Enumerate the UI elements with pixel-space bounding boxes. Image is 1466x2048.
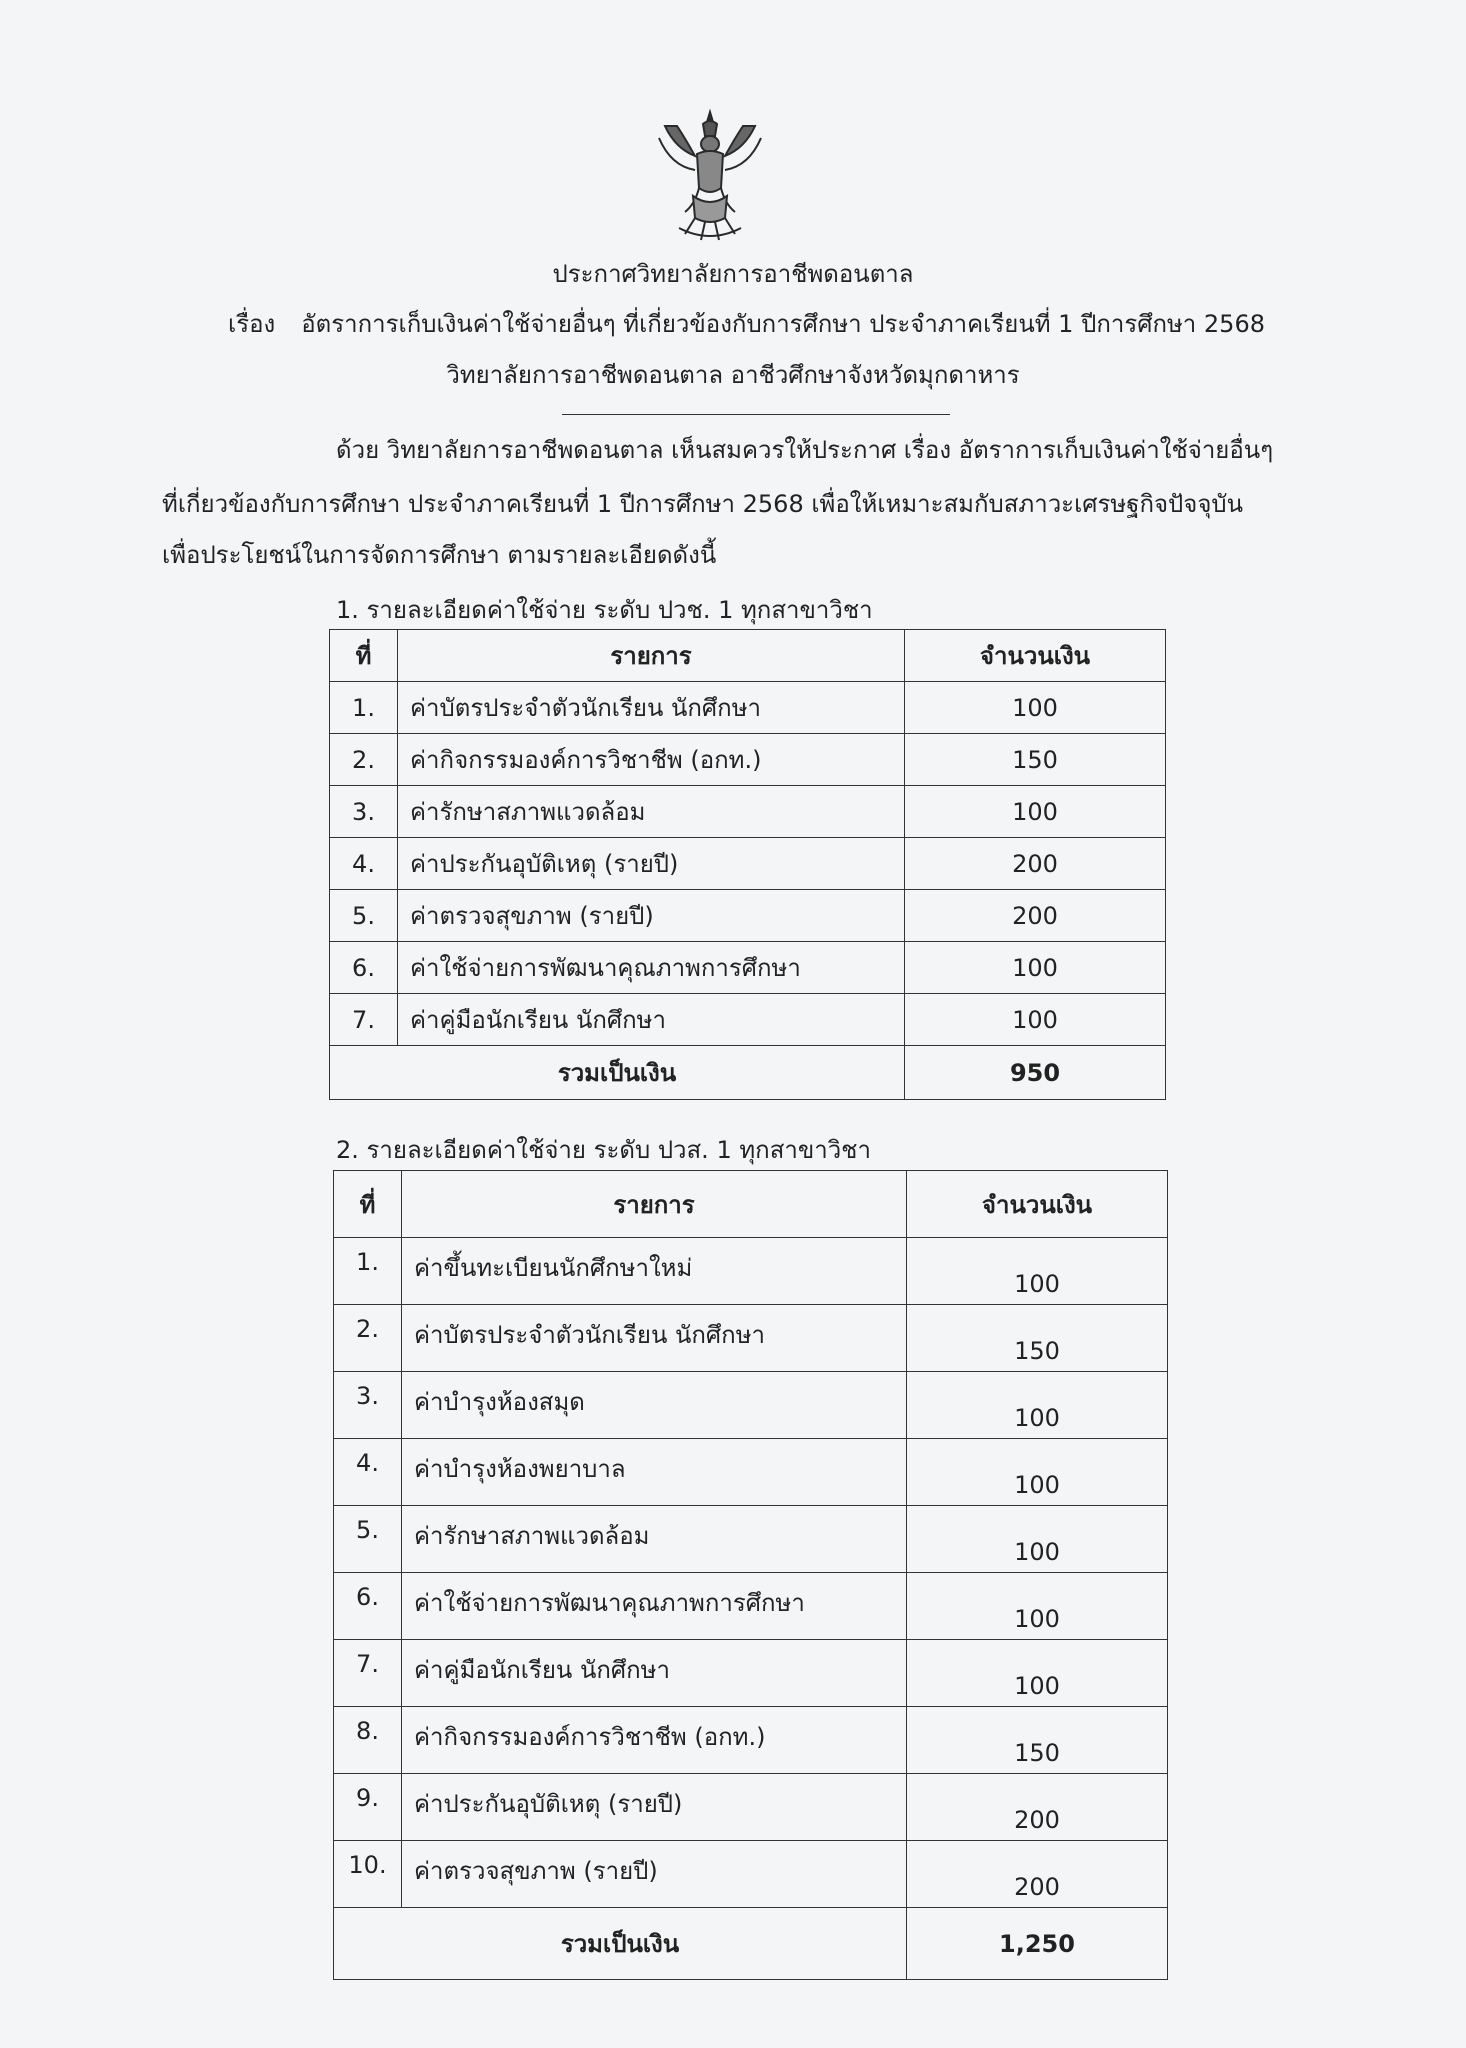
row-amount: 100 <box>907 1506 1168 1573</box>
row-item: ค่ารักษาสภาพแวดล้อม <box>398 786 905 838</box>
table-total-row <box>334 1908 1168 1980</box>
row-amount: 100 <box>907 1238 1168 1305</box>
row-item: ค่ากิจกรรมองค์การวิชาชีพ (อกท.) <box>398 734 905 786</box>
col-header-amount: จำนวนเงิน <box>905 630 1166 682</box>
row-amount: 100 <box>907 1573 1168 1640</box>
table-row <box>334 1238 1168 1305</box>
fee-table-high-vocational-cert <box>333 1170 1168 1980</box>
table-row <box>334 1439 1168 1506</box>
table-row <box>330 942 1166 994</box>
total-label: รวมเป็นเงิน <box>334 1908 907 1980</box>
row-amount: 100 <box>905 682 1166 734</box>
row-item: ค่ากิจกรรมองค์การวิชาชีพ (อกท.) <box>402 1707 907 1774</box>
section-1-title: 1. รายละเอียดค่าใช้จ่าย ระดับ ปวช. 1 ทุกสาขาวิชา <box>336 596 873 624</box>
body-paragraph-line-1: ด้วย วิทยาลัยการอาชีพดอนตาล เห็นสมควรให้ประกาศ เรื่อง อัตราการเก็บเงินค่าใช้จ่ายอื่นๆ <box>336 436 1274 464</box>
row-amount: 150 <box>905 734 1166 786</box>
row-no: 4. <box>334 1439 402 1506</box>
row-item: ค่าตรวจสุขภาพ (รายปี) <box>402 1841 907 1908</box>
row-item: ค่าใช้จ่ายการพัฒนาคุณภาพการศึกษา <box>398 942 905 994</box>
title-divider <box>562 414 950 415</box>
row-amount: 100 <box>905 786 1166 838</box>
table-row <box>330 734 1166 786</box>
row-no: 8. <box>334 1707 402 1774</box>
table-row <box>330 838 1166 890</box>
row-item: ค่าขึ้นทะเบียนนักศึกษาใหม่ <box>402 1238 907 1305</box>
row-no: 7. <box>334 1640 402 1707</box>
row-no: 1. <box>330 682 398 734</box>
garuda-emblem-icon <box>655 108 765 248</box>
row-amount: 200 <box>907 1774 1168 1841</box>
table-row <box>334 1573 1168 1640</box>
row-no: 4. <box>330 838 398 890</box>
table-total-row <box>330 1046 1166 1100</box>
body-paragraph-line-2: ที่เกี่ยวข้องกับการศึกษา ประจำภาคเรียนที่ 1 ปีการศึกษา 2568 เพื่อให้เหมาะสมกับสภาวะเศรษฐกิจปัจจุบัน <box>162 490 1244 518</box>
announcement-title: ประกาศวิทยาลัยการอาชีพดอนตาล <box>552 260 914 288</box>
section-2-title: 2. รายละเอียดค่าใช้จ่าย ระดับ ปวส. 1 ทุกสาขาวิชา <box>336 1136 871 1164</box>
subject-text: อัตราการเก็บเงินค่าใช้จ่ายอื่นๆ ที่เกี่ยวข้องกับการศึกษา ประจำภาคเรียนที่ 1 ปีการศึกษา 2568 <box>301 310 1265 338</box>
table-row <box>334 1372 1168 1439</box>
row-no: 5. <box>330 890 398 942</box>
row-item: ค่าตรวจสุขภาพ (รายปี) <box>398 890 905 942</box>
row-no: 6. <box>334 1573 402 1640</box>
row-item: ค่าประกันอุบัติเหตุ (รายปี) <box>398 838 905 890</box>
row-item: ค่าใช้จ่ายการพัฒนาคุณภาพการศึกษา <box>402 1573 907 1640</box>
row-amount: 100 <box>905 994 1166 1046</box>
fee-table-vocational-cert <box>329 629 1166 1100</box>
row-amount: 200 <box>905 838 1166 890</box>
table-row <box>330 890 1166 942</box>
table-row <box>334 1506 1168 1573</box>
subject-label: เรื่อง <box>228 310 276 338</box>
row-item: ค่าประกันอุบัติเหตุ (รายปี) <box>402 1774 907 1841</box>
row-item: ค่าคู่มือนักเรียน นักศึกษา <box>398 994 905 1046</box>
row-item: ค่าคู่มือนักเรียน นักศึกษา <box>402 1640 907 1707</box>
table-row <box>330 786 1166 838</box>
row-no: 3. <box>330 786 398 838</box>
table-row <box>330 994 1166 1046</box>
organization-line: วิทยาลัยการอาชีพดอนตาล อาชีวศึกษาจังหวัดมุกดาหาร <box>446 361 1020 389</box>
col-header-no: ที่ <box>330 630 398 682</box>
row-no: 2. <box>334 1305 402 1372</box>
row-no: 10. <box>334 1841 402 1908</box>
row-no: 7. <box>330 994 398 1046</box>
row-no: 6. <box>330 942 398 994</box>
table-row <box>334 1640 1168 1707</box>
row-item: ค่าบำรุงห้องสมุด <box>402 1372 907 1439</box>
row-item: ค่าบัตรประจำตัวนักเรียน นักศึกษา <box>402 1305 907 1372</box>
row-item: ค่ารักษาสภาพแวดล้อม <box>402 1506 907 1573</box>
row-amount: 200 <box>905 890 1166 942</box>
table-row <box>330 682 1166 734</box>
row-item: ค่าบำรุงห้องพยาบาล <box>402 1439 907 1506</box>
row-amount: 200 <box>907 1841 1168 1908</box>
row-amount: 100 <box>907 1640 1168 1707</box>
row-amount: 100 <box>907 1372 1168 1439</box>
row-no: 3. <box>334 1372 402 1439</box>
row-item: ค่าบัตรประจำตัวนักเรียน นักศึกษา <box>398 682 905 734</box>
col-header-no: ที่ <box>334 1171 402 1238</box>
row-amount: 100 <box>907 1439 1168 1506</box>
table-header-row <box>334 1171 1168 1238</box>
row-amount: 100 <box>905 942 1166 994</box>
table-row <box>334 1305 1168 1372</box>
table-row <box>334 1774 1168 1841</box>
row-no: 2. <box>330 734 398 786</box>
total-amount: 950 <box>905 1046 1166 1100</box>
row-no: 9. <box>334 1774 402 1841</box>
table-row <box>334 1841 1168 1908</box>
body-paragraph-line-3: เพื่อประโยชน์ในการจัดการศึกษา ตามรายละเอียดดังนี้ <box>162 541 717 569</box>
col-header-item: รายการ <box>398 630 905 682</box>
col-header-amount: จำนวนเงิน <box>907 1171 1168 1238</box>
total-label: รวมเป็นเงิน <box>330 1046 905 1100</box>
table-header-row <box>330 630 1166 682</box>
row-amount: 150 <box>907 1305 1168 1372</box>
col-header-item: รายการ <box>402 1171 907 1238</box>
row-amount: 150 <box>907 1707 1168 1774</box>
table-row <box>334 1707 1168 1774</box>
row-no: 1. <box>334 1238 402 1305</box>
row-no: 5. <box>334 1506 402 1573</box>
total-amount: 1,250 <box>907 1908 1168 1980</box>
subject-line <box>228 304 1265 343</box>
